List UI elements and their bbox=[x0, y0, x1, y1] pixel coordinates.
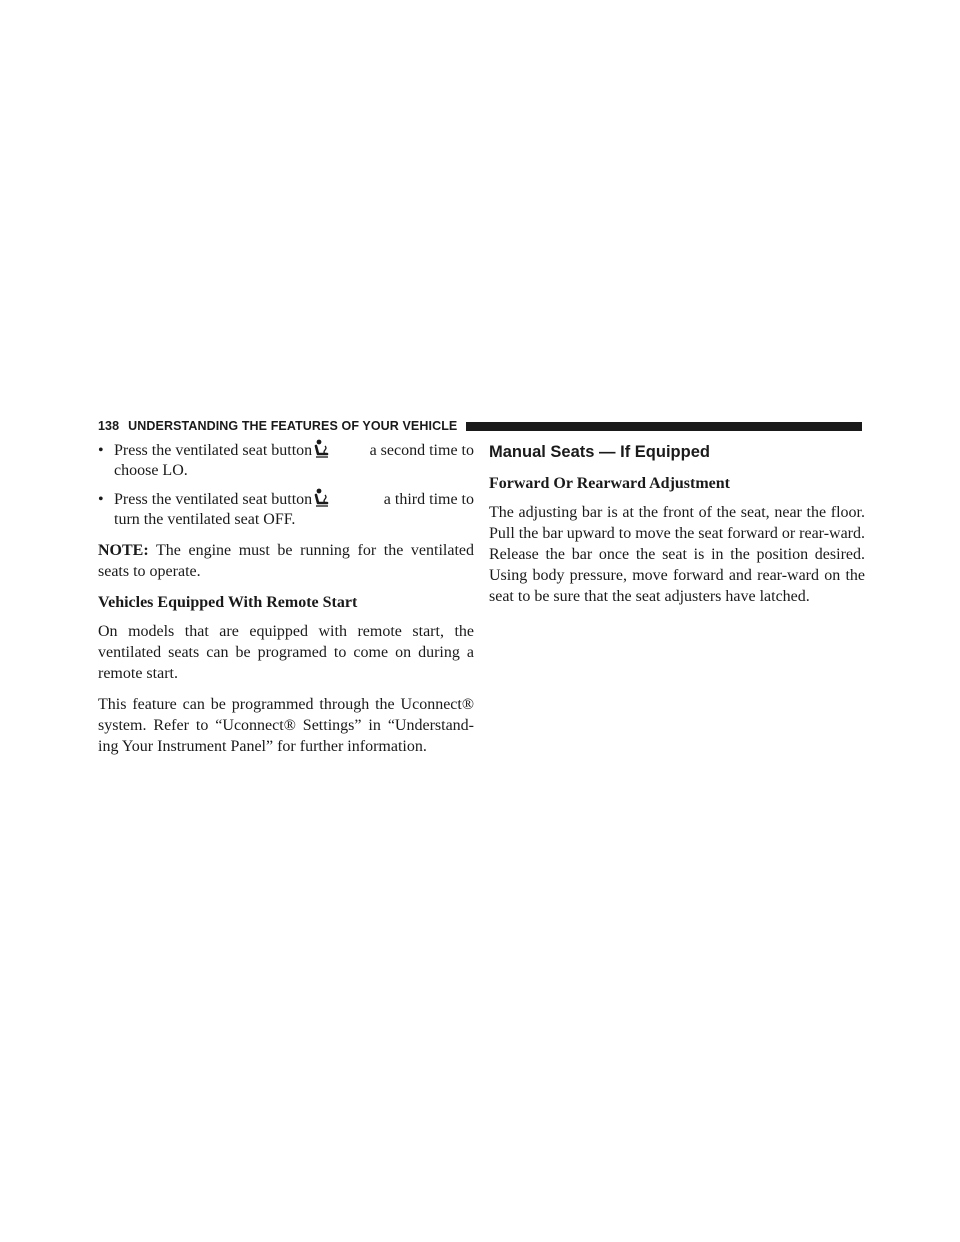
paragraph: This feature can be programmed through the Uconnect® system. Refer to “Uconnect® Settings” in “Understand-ing Your Instrument Panel” for further information. bbox=[98, 696, 474, 755]
bullet-text: Press the ventilated seat button bbox=[114, 491, 384, 509]
heading-manual-seats: Manual Seats — If Equipped bbox=[489, 443, 710, 461]
right-column bbox=[489, 442, 865, 617]
note-paragraph bbox=[98, 540, 474, 582]
note-text: The engine must be running for the ventilated seats to operate. bbox=[98, 542, 474, 580]
left-column bbox=[98, 442, 474, 767]
bullet-text: choose LO. bbox=[114, 462, 188, 479]
bullet-text: a second time to bbox=[369, 442, 474, 459]
bullet-text: turn the ventilated seat OFF. bbox=[114, 511, 296, 528]
paragraph: The adjusting bar is at the front of the seat, near the floor. Pull the bar upward to move the seat forward or rear-ward. Release the bar once the seat is in the position desired. Using body pressure, move forward and rear-ward on the seat to be sure that the seat adjusters have latched. bbox=[489, 504, 865, 605]
bullet-dot: • bbox=[98, 442, 104, 459]
bullet-dot: • bbox=[98, 491, 104, 508]
header-rule bbox=[466, 422, 862, 431]
subheading-remote-start: Vehicles Equipped With Remote Start bbox=[98, 594, 358, 611]
list-item bbox=[98, 442, 474, 481]
bullet-text: a third time to bbox=[383, 491, 474, 508]
bullet-text: Press the ventilated seat button bbox=[114, 442, 370, 460]
subheading-adjustment: Forward Or Rearward Adjustment bbox=[489, 475, 731, 492]
ventilated-seat-icon bbox=[314, 488, 330, 508]
ventilated-seat-icon bbox=[314, 439, 330, 459]
page-header bbox=[98, 418, 862, 434]
list-item bbox=[98, 491, 474, 530]
section-title: UNDERSTANDING THE FEATURES OF YOUR VEHICLE bbox=[128, 419, 458, 433]
note-label: NOTE: bbox=[98, 542, 149, 559]
page-number: 138 bbox=[98, 419, 120, 433]
paragraph: On models that are equipped with remote start, the ventilated seats can be programed to come on during a remote start. bbox=[98, 623, 474, 682]
